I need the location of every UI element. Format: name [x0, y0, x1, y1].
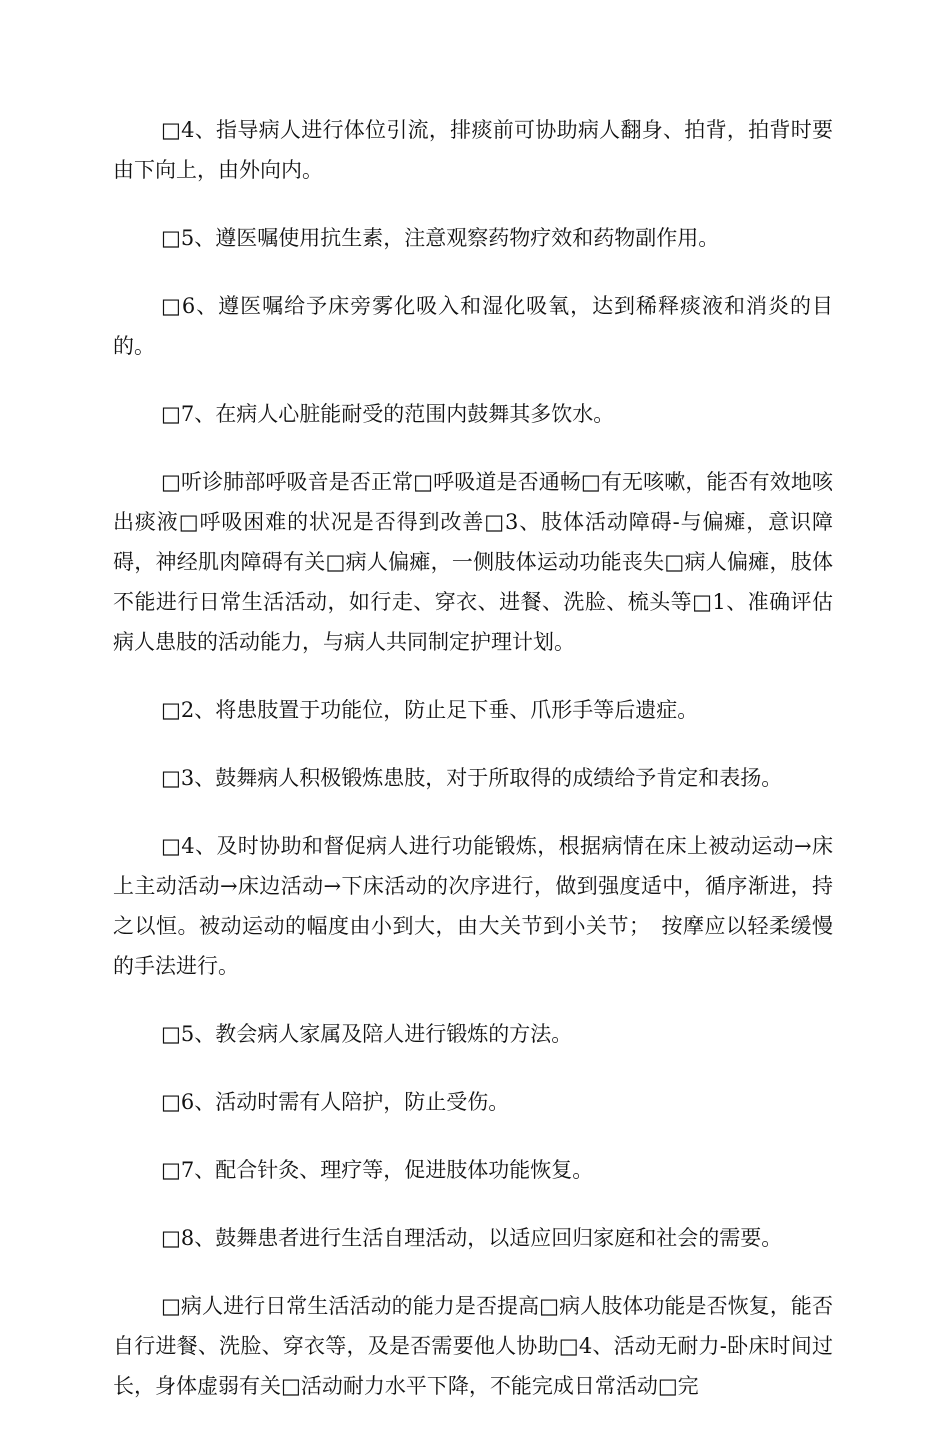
paragraph-step5-antibiotics: □5、遵医嘱使用抗生素，注意观察药物疗效和药物副作用。	[161, 226, 720, 250]
paragraph-step8-self-care: □8、鼓舞患者进行生活自理活动，以适应回归家庭和社会的需要。	[161, 1226, 783, 1250]
document-body	[113, 110, 833, 1434]
paragraph-step7-water: □7、在病人心脏能耐受的范围内鼓舞其多饮水。	[161, 402, 615, 426]
paragraph-step4-drainage: □4、指导病人进行体位引流，排痰前可协助病人翻身、拍背，拍背时要由下向上，由外向内。	[113, 118, 833, 182]
paragraph-evaluation-activity-intolerance: □病人进行日常生活活动的能力是否提高□病人肢体功能是否恢复，能否自行进餐、洗脸、穿衣等，及是否需要他人协助□4、活动无耐力-卧床时间过长，身体虚弱有关□活动耐力水平下降，不能完成日常活动□完	[113, 1294, 833, 1398]
paragraph-step6-accompany: □6、活动时需有人陪护，防止受伤。	[161, 1090, 510, 1114]
paragraph-step5-teach-family: □5、教会病人家属及陪人进行锻炼的方法。	[161, 1022, 573, 1046]
paragraph-step6-nebulization: □6、遵医嘱给予床旁雾化吸入和湿化吸氧，达到稀释痰液和消炎的目的。	[113, 294, 833, 358]
paragraph-step3-encourage-exercise: □3、鼓舞病人积极锻炼患肢，对于所取得的成绩给予肯定和表扬。	[161, 766, 783, 790]
paragraph-evaluation-and-limb-disorder: □听诊肺部呼吸音是否正常□呼吸道是否通畅□有无咳嗽，能否有效地咳出痰液□呼吸困难的状况是否得到改善□3、肢体活动障碍-与偏瘫，意识障碍，神经肌肉障碍有关□病人偏瘫，一侧肢体运动功能丧失□病人偏瘫，肢体不能进行日常生活活动，如行走、穿衣、进餐、洗脸、梳头等□1、准确评估病人患肢的活动能力，与病人共同制定护理计划。	[113, 470, 833, 654]
paragraph-step2-functional-position: □2、将患肢置于功能位，防止足下垂、爪形手等后遗症。	[161, 698, 699, 722]
paragraph-step4-functional-training: □4、及时协助和督促病人进行功能锻炼，根据病情在床上被动运动→床上主动活动→床边活动→下床活动的次序进行，做到强度适中，循序渐进，持之以恒。被动运动的幅度由小到大，由大关节到小关节； 按摩应以轻柔缓慢的手法进行。	[113, 834, 833, 978]
paragraph-step7-acupuncture: □7、配合针灸、理疗等，促进肢体功能恢复。	[161, 1158, 594, 1182]
